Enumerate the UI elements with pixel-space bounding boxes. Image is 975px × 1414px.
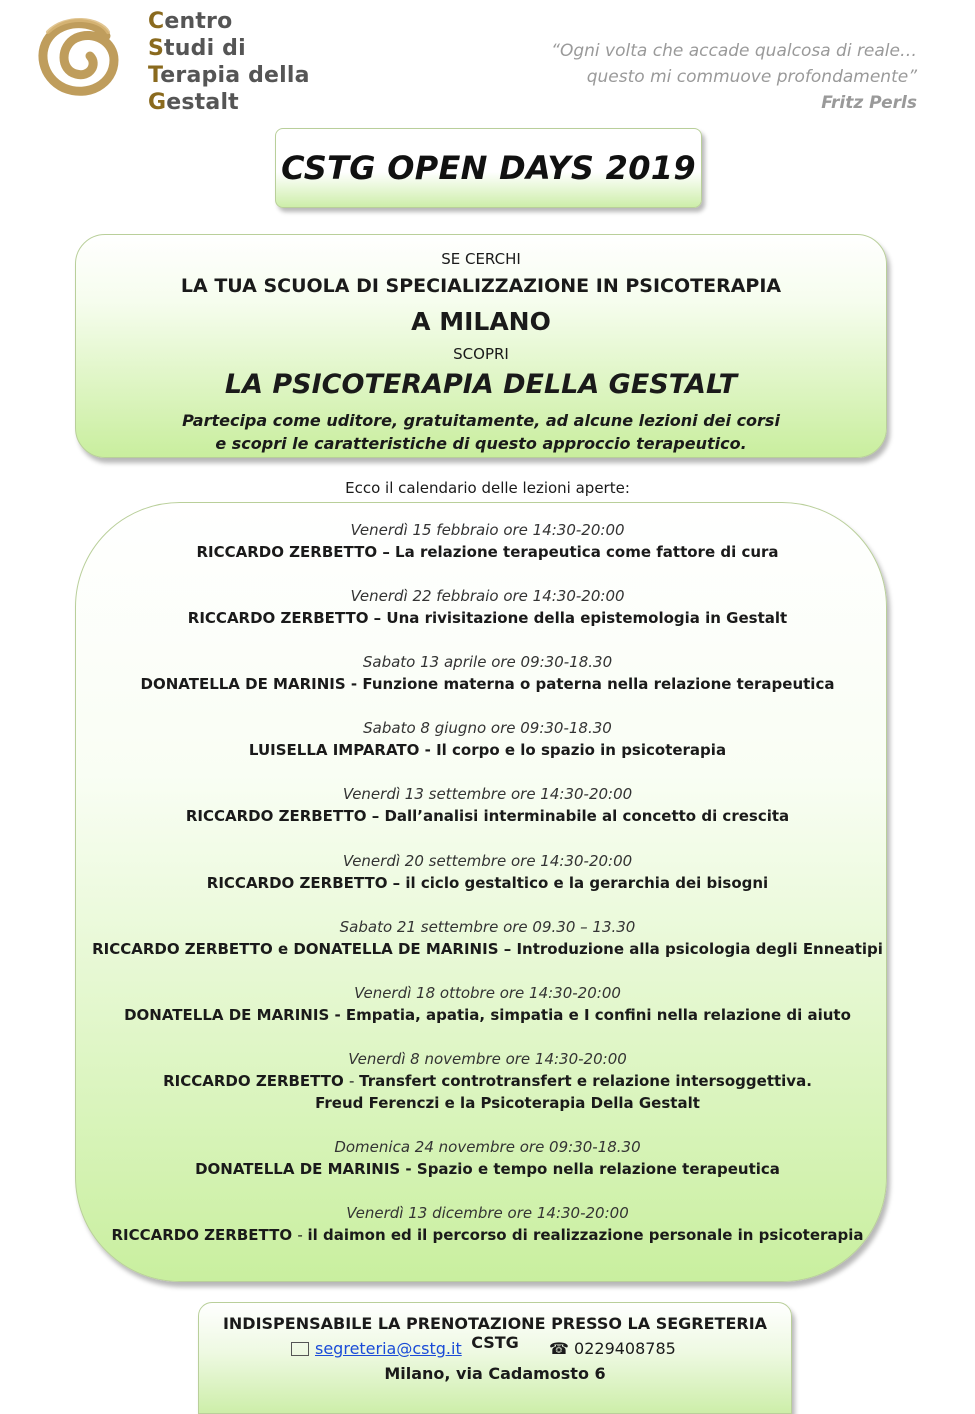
event-date: Venerdì 22 febbraio ore 14:30-20:00 [350,587,625,605]
event-item [0,1136,975,1180]
contact-box [198,1302,792,1414]
event-date: Venerdì 15 febbraio ore 14:30-20:00 [350,521,625,539]
event-description: LUISELLA IMPARATO - Il corpo e lo spazio in psicoterapia [248,741,727,759]
event-date: Venerdì 20 settembre ore 14:30-20:00 [342,852,633,870]
phone-contact [549,1339,676,1358]
event-date: Venerdì 8 novembre ore 14:30-20:00 [348,1050,627,1068]
intro-line-milano: A MILANO [411,307,551,336]
event-item [0,651,975,695]
address: Milano, via Cadamosto 6 [384,1364,606,1383]
intro-line-gestalt: LA PSICOTERAPIA DELLA GESTALT [224,369,738,400]
email-link[interactable]: segreteria@cstg.it [315,1339,462,1358]
event-description: RICCARDO ZERBETTO - Transfert controtransfert e relazione intersoggettiva. [163,1072,812,1090]
event-description: DONATELLA DE MARINIS - Funzione materna o paterna nella relazione terapeutica [140,675,835,693]
phone-number: 0229408785 [574,1339,676,1358]
event-description: RICCARDO ZERBETTO – il ciclo gestaltico e la gerarchia dei bisogni [206,874,769,892]
event-description: DONATELLA DE MARINIS - Empatia, apatia, simpatia e I confini nella relazione di aiuto [124,1006,851,1024]
envelope-icon [291,1342,309,1356]
event-item [0,519,975,563]
email-contact [291,1339,462,1358]
event-description: RICCARDO ZERBETTO e DONATELLA DE MARINIS – Introduzione alla psicologia degli Enneatipi [92,940,883,958]
event-item [0,1048,975,1114]
title-box [275,128,702,208]
event-description: RICCARDO ZERBETTO – Una rivisitazione della epistemologia in Gestalt [187,609,788,627]
event-date: Sabato 8 giugno ore 09:30-18.30 [363,719,612,737]
quote [551,38,917,116]
contact-title: INDISPENSABILE LA PRENOTAZIONE PRESSO LA SEGRETERIA CSTG [222,1314,768,1352]
quote-line-1: “Ogni volta che accade qualcosa di reale… [551,41,917,61]
intro-line-scuola: LA TUA SCUOLA DI SPECIALIZZAZIONE IN PSICOTERAPIA [180,275,782,297]
phone-icon: ☎ [549,1339,569,1358]
quote-line-2: questo mi commuove profondamente” [586,67,917,87]
event-date: Sabato 13 aprile ore 09:30-18.30 [362,653,613,671]
calendar-intro: Ecco il calendario delle lezioni aperte: [345,479,630,497]
logo-swirl-icon [28,8,128,108]
event-date: Venerdì 18 ottobre ore 14:30-20:00 [354,984,621,1002]
event-item [0,916,975,960]
event-item [0,982,975,1026]
intro-line-scopri: SCOPRI [453,345,509,363]
event-date: Sabato 21 settembre ore 09.30 – 13.30 [339,918,636,936]
event-item [0,850,975,894]
event-item [0,783,975,827]
event-description-cont: Freud Ferenczi e la Psicoterapia Della Gestalt [315,1094,700,1112]
event-date: Domenica 24 novembre ore 09:30-18.30 [334,1138,641,1156]
logo-text: Centro Studi di Terapia della Gestalt [148,9,310,115]
event-date: Venerdì 13 dicembre ore 14:30-20:00 [346,1204,629,1222]
event-item [0,717,975,761]
page-title: CSTG OPEN DAYS 2019 [281,149,696,187]
event-item [0,585,975,629]
intro-description: Partecipa come uditore, gratuitamente, ad alcune lezioni dei corsi e scopri le caratteristiche di questo approccio terapeutico. [182,411,780,453]
event-item [0,1202,975,1246]
event-description: RICCARDO ZERBETTO - il daimon ed il percorso di realizzazione personale in psicoterapia [111,1226,864,1244]
event-description: DONATELLA DE MARINIS - Spazio e tempo nella relazione terapeutica [195,1160,780,1178]
intro-line-se-cerchi: SE CERCHI [441,250,521,268]
event-description: RICCARDO ZERBETTO – Dall’analisi interminabile al concetto di crescita [185,807,790,825]
intro-box [75,234,887,458]
event-description: RICCARDO ZERBETTO – La relazione terapeutica come fattore di cura [196,543,779,561]
event-date: Venerdì 13 settembre ore 14:30-20:00 [342,785,633,803]
quote-author: Fritz Perls [821,93,917,113]
